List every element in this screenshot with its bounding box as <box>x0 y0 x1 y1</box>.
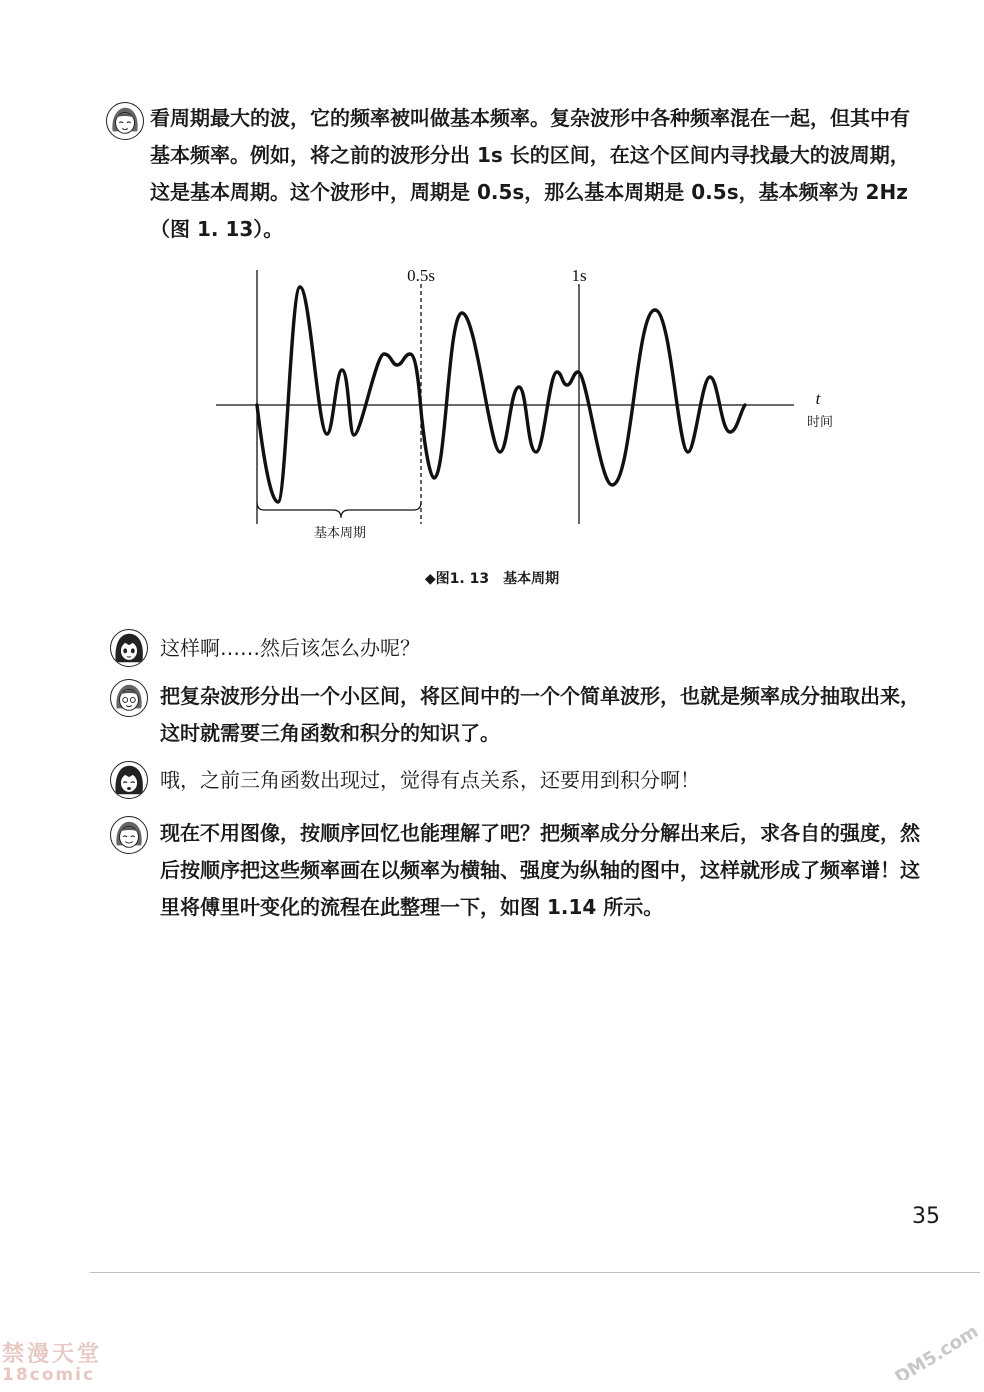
watermark-right-text: DM5.com <box>891 1320 983 1380</box>
waveform-diagram <box>190 262 850 552</box>
student-face-icon <box>111 630 147 666</box>
teacher-avatar <box>110 679 148 717</box>
paragraph-teacher-explain: 把复杂波形分出一个小区间，将区间中的一个个简单波形，也就是频率成分抽取出来，这时就需要三角函数和积分的知识了。 <box>160 684 920 745</box>
page-number: 35 <box>912 1204 940 1229</box>
period-bracket <box>257 502 421 518</box>
axis-symbol-t: t <box>815 389 821 408</box>
teacher-face-icon <box>107 103 143 139</box>
watermark-left-line2: 18comic <box>2 1365 96 1385</box>
watermark-right <box>880 1320 984 1380</box>
footer-rule <box>90 1272 980 1273</box>
student-face-icon <box>111 762 147 798</box>
figure-fundamental-period <box>190 262 850 552</box>
watermark-left <box>2 1344 134 1386</box>
axis-label-time: 时间 <box>806 415 834 430</box>
paragraph-intro: 看周期最大的波，它的频率被叫做基本频率。复杂波形中各种频率混在一起，但其中有基本频率。例如，将之前的波形分出 1s 长的区间，在这个区间内寻找最大的波周期，这是基本周期。这个波形中，周期是 0.5s，那么基本周期是 0.5s，基本频率为 2Hz（图 1. 13）。 <box>150 106 910 241</box>
student-avatar <box>110 629 148 667</box>
paragraph-student-reaction: 哦，之前三角函数出现过，觉得有点关系，还要用到积分啊！ <box>160 768 700 792</box>
teacher-avatar <box>106 102 144 140</box>
marker-one-second: 1s <box>571 266 587 285</box>
paragraph-teacher-summary: 现在不用图像，按顺序回忆也能理解了吧？把频率成分分解出来后，求各自的强度，然后按顺序把这些频率画在以频率为横轴、强度为纵轴的图中，这样就形成了频率谱！这里将傅里叶变化的流程在此整理一下，如图 1.14 所示。 <box>160 821 920 919</box>
figure-caption: ◆图1. 13 基本周期 <box>424 571 560 587</box>
teacher-face-icon <box>111 817 147 853</box>
marker-half-second: 0.5s <box>407 266 435 285</box>
student-avatar <box>110 761 148 799</box>
waveform-curve <box>257 287 745 502</box>
teacher-face-icon <box>111 680 147 716</box>
teacher-avatar <box>110 816 148 854</box>
bracket-label: 基本周期 <box>313 526 367 541</box>
watermark-left-line1: 禁漫天堂 <box>2 1342 103 1367</box>
paragraph-student-question: 这样啊……然后该怎么办呢？ <box>160 636 420 660</box>
dm5-logo-icon <box>880 1320 984 1380</box>
